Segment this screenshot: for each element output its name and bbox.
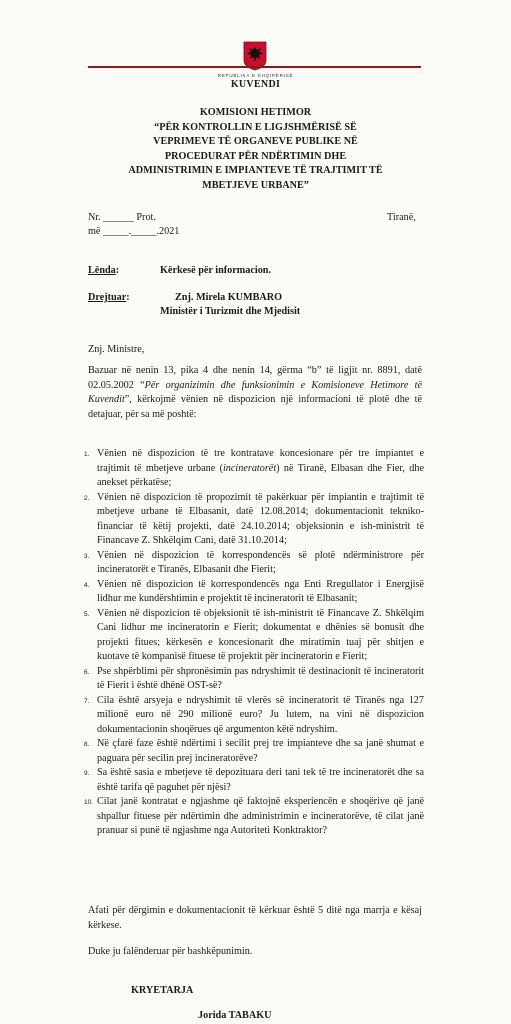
protocol-number: Nr. ______ Prot. — [88, 212, 156, 223]
protocol-place: Tiranë, — [387, 212, 416, 223]
list-item: 9. Sa është sasia e mbetjeve të depozituara deri tani tek të tre incineratorët dhe sa është tarifa që paguhet për njësi? — [84, 767, 424, 793]
institution-name: KUVENDI — [230, 79, 281, 90]
subject-text: Kërkesë për informacion. — [160, 265, 272, 276]
salutation: Znj. Ministre, — [88, 344, 145, 355]
protocol-date: më _____._____.2021 — [88, 226, 180, 237]
signature-name: Jorida TABAKU — [198, 1010, 272, 1021]
addressee-label: Drejtuar: — [88, 292, 130, 303]
subject-label: Lënda: — [88, 265, 120, 276]
list-item: 6. Pse shpërblimi për shpronësimin pas ndryshimit të destinacionit të incineratorit të Fierit i është dhënë OST-së? — [84, 665, 424, 691]
republic-label: REPUBLIKA E SHQIPËRISË — [217, 73, 294, 78]
commission-title-line: KOMISIONI HETIMOR — [199, 107, 312, 118]
deadline-paragraph: Afati për dërgimin e dokumentacionit të kërkuar është 5 ditë nga marrja e kësaj kërkese. — [88, 905, 422, 931]
list-item: 1. Vënien në dispozicion të tre kontratave koncesionare për tre impiantet e trajtimit të mbetjeve urbane (incineratorët) në Tiranë, Elbasan dhe Fier, dhe anekset përkatëse; — [84, 448, 424, 488]
intro-paragraph: Bazuar në nenin 13, pika 4 dhe nenin 14, gërma “b” të ligjit nr. 8891, datë 02.05.2002 “Për organizimin dhe funksionimin e Komisioneve Hetimore të Kuvendit”, kërkojmë vënien në dispozicion një informacioni të plotë dhe të detajuar, për sa më poshtë: — [88, 365, 422, 420]
list-item: 5. Vënien në dispozicion të objeksionit të ish-ministrit të Financave Z. Shkëlqim Cani lidhur me incineratorin e Fierit; dokumentat e dhënies së bonusit dhe projekti fitues; kërkesën e koncesionarit dhe miratimin tuaj për shitjen e kuotave të kompanisë fituese të projektit për incineratorin e Fierit; — [84, 607, 424, 662]
commission-title-line: ADMINISTRIMIN E IMPIANTEVE TË TRAJTIMIT TË — [128, 165, 383, 177]
request-list — [84, 447, 424, 839]
commission-title-line: “PËR KONTROLLIN E LIGJSHMËRISË SË — [154, 121, 357, 133]
commission-title — [0, 106, 511, 194]
commission-title-line: PROCEDURAT PËR NDËRTIMIN DHE — [164, 150, 347, 162]
list-item: 3. Vënien në dispozicion të korrespondencës së plotë ndërministrore për incineratorët e Tiranës, Elbasanit dhe Fierit; — [84, 549, 424, 575]
list-item: 7. Cila është arsyeja e ndryshimit të vlerës së incineratorit të Tiranës nga 127 milionë euro në 290 milionë euro? Ju lutem, na vini në dispozicion dokumentacionin shoqërues që argumenton këtë ndryshim. — [84, 694, 424, 735]
commission-title-line: VEPRIMEVE TË ORGANEVE PUBLIKE NË — [153, 136, 358, 148]
signature-title: KRYETARJA — [131, 985, 194, 996]
list-item: 8. Në çfarë faze është ndërtimi i secilit prej tre impianteve dhe sa janë shumat e paguara për secilin prej incineratorëve? — [84, 738, 424, 764]
list-item: 2. Vënien në dispozicion të propozimit të pakërkuar për impiantin e trajtimit të mbetjeve urbane të Elbasanit, datë 12.08.2014; dokumentacionit tekniko-financiar të këtij projekti, datë 24.10.2014; objeksionin e ish-ministrit të Financave Z. Shkëlqim Cani, datë 31.10.2014; — [84, 491, 424, 546]
list-item: 10. Cilat janë kontratat e ngjashme që faktojnë eksperiencën e shoqërive që janë shpallur fituese për ndërtimin dhe administrimin e incineratorëve, të cilat janë pranuar si punë të ngjashme nga Autoriteti Konktraktor? — [84, 796, 424, 836]
header-divider — [88, 66, 421, 68]
thanks-line: Duke ju falënderuar për bashkëpunimin. — [88, 946, 253, 957]
commission-title-line: MBETJEVE URBANE” — [202, 179, 309, 191]
list-item: 4. Vënien në dispozicion të korrespondencës nga Enti Rregullator i Energjisë lidhur me kundërshtimin e projektit të incineratorit të Elbasanit; — [84, 578, 424, 604]
addressee-title: Ministër i Turizmit dhe Mjedisit — [160, 306, 301, 317]
addressee-name: Znj. Mirela KUMBARO — [175, 292, 283, 303]
